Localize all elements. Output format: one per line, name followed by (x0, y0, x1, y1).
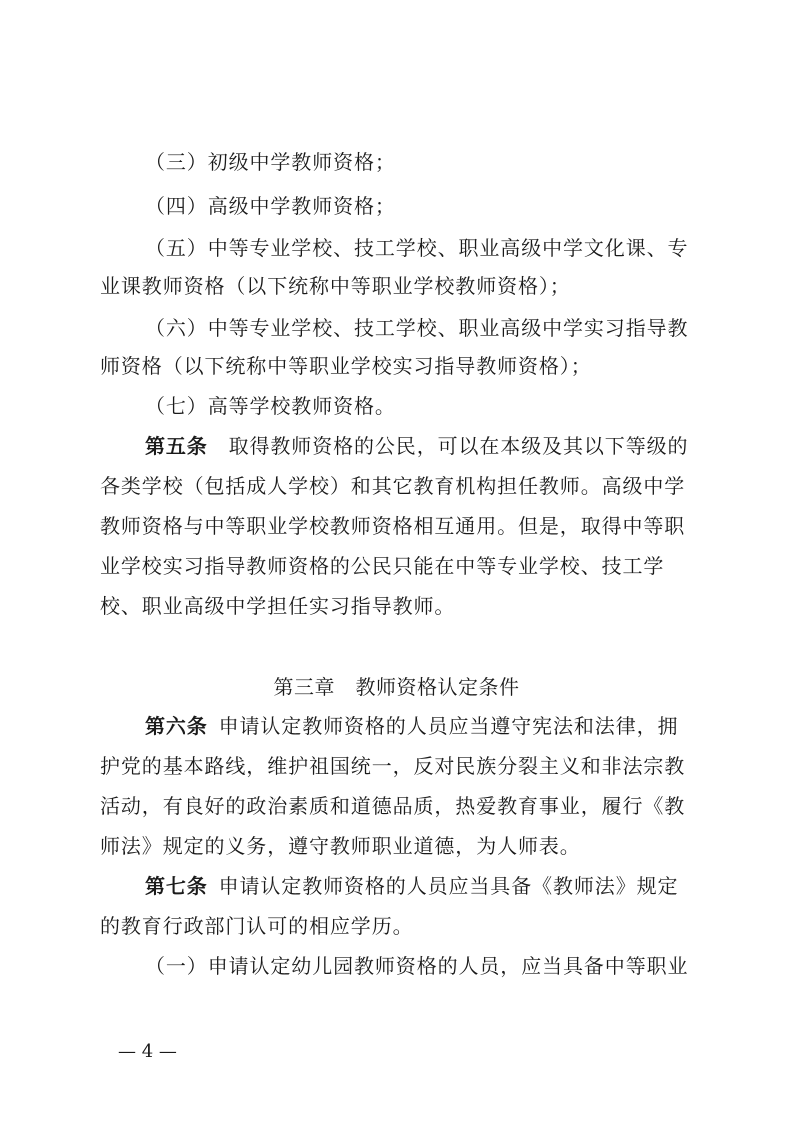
article-7-heading: 第七条 (145, 874, 208, 898)
paragraph-line: 各类学校（包括成人学校）和其它教育机构担任教师。高级中学 (100, 474, 686, 498)
paragraph-line: 业学校实习指导教师资格的公民只能在中等专业学校、技工学 (100, 554, 665, 578)
article-5-first-line (145, 432, 745, 460)
paragraph-line: 护党的基本路线，维护祖国统一，反对民族分裂主义和非法宗教 (100, 754, 686, 778)
article-5-text: 取得教师资格的公民，可以在本级及其以下等级的 (228, 434, 689, 458)
paragraph-line: （四）高级中学教师资格； (145, 194, 396, 218)
paragraph-line: （一）申请认定幼儿园教师资格的人员，应当具备中等职业 (145, 954, 689, 978)
paragraph-line: 业课教师资格（以下统称中等职业学校教师资格）； (100, 274, 571, 298)
paragraph-line: （三）初级中学教师资格； (145, 150, 396, 174)
paragraph-line: 师法》规定的义务，遵守教师职业道德，为人师表。 (100, 834, 581, 858)
paragraph-line: （五）中等专业学校、技工学校、职业高级中学文化课、专 (145, 236, 689, 260)
paragraph-line: 师资格（以下统称中等职业学校实习指导教师资格）； (100, 354, 592, 378)
paragraph-line: 教师资格与中等职业学校教师资格相互通用。但是，取得中等职 (100, 514, 686, 538)
paragraph-line: 校、职业高级中学担任实习指导教师。 (100, 594, 456, 618)
paragraph-line: 活动，有良好的政治素质和道德品质，热爱教育事业，履行《教 (100, 794, 686, 818)
article-6-text: 申请认定教师资格的人员应当遵守宪法和法律，拥 (218, 714, 679, 738)
page-number: — 4 — (118, 1041, 177, 1062)
article-5-heading: 第五条 (145, 434, 208, 458)
paragraph-line: （七）高等学校教师资格。 (145, 394, 396, 418)
paragraph-line: （六）中等专业学校、技工学校、职业高级中学实习指导教 (145, 316, 689, 340)
article-7-text: 申请认定教师资格的人员应当具备《教师法》规定 (218, 874, 679, 898)
article-6-first-line (145, 712, 745, 740)
article-7-first-line (145, 872, 745, 900)
paragraph-line: 的教育行政部门认可的相应学历。 (100, 914, 414, 938)
article-6-heading: 第六条 (145, 714, 208, 738)
chapter-title: 第三章 教师资格认定条件 (273, 675, 520, 699)
